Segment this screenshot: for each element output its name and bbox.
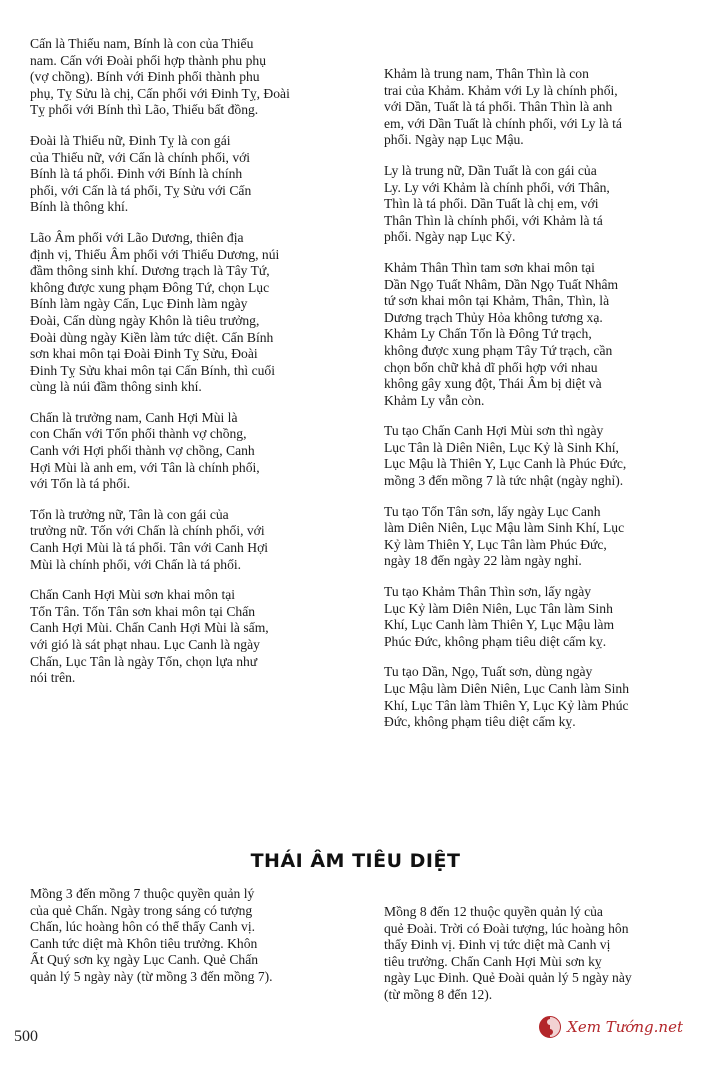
text-line: Chấn, lúc hoàng hôn có thể thấy Canh vị. xyxy=(30,919,256,935)
text-line: định vị, Thiếu Âm phối với Thiếu Dương, núi xyxy=(30,246,280,262)
text-line: Tu tạo Dần, Ngọ, Tuất sơn, dùng ngày xyxy=(384,664,593,680)
text-line: Khảm Ly vẫn còn. xyxy=(384,392,485,408)
text-line: Kỷ làm Thiên Y, Lục Tân làm Phúc Đức, xyxy=(384,536,607,552)
text-line: nói trên. xyxy=(30,670,76,686)
paragraph xyxy=(384,66,690,149)
text-line: Đoài là Thiếu nữ, Đinh Tỵ là con gái xyxy=(30,132,231,148)
paragraph xyxy=(384,504,690,570)
text-line: sơn khai môn tại Đoài Đinh Tỵ Sửu, Đoài xyxy=(30,346,258,362)
text-line: quẻ Đoài. Trời có Đoài tượng, lúc hoàng hôn xyxy=(384,920,629,936)
section-title: THÁI ÂM TIÊU DIỆT xyxy=(250,850,461,872)
paragraph xyxy=(384,664,690,730)
bottom-left-column xyxy=(30,886,336,1000)
text-line: Canh với Hợi phối thành vợ chồng, Canh xyxy=(30,443,255,459)
watermark xyxy=(539,1014,683,1040)
text-line: Canh Hợi Mùi là tá phối. Tân với Canh Hợi xyxy=(30,540,269,556)
text-line: Tốn Tân. Tốn Tân sơn khai môn tại Chấn xyxy=(30,603,256,619)
text-line: phối. Ngày nạp Lục Mậu. xyxy=(384,132,524,148)
text-line: Lục Mậu là Thiên Y, Lục Canh là Phúc Đức, xyxy=(384,456,627,472)
paragraph xyxy=(30,410,336,493)
text-line: Mùi là chính phối, với Chấn là tá phối. xyxy=(30,556,242,572)
left-column xyxy=(30,36,336,701)
text-line: Khảm Thân Thìn tam sơn khai môn tại xyxy=(384,259,595,275)
text-line: Chấn là trưởng nam, Canh Hợi Mùi là xyxy=(30,409,238,425)
text-line: làm Diên Niên, Lục Mậu làm Sinh Khí, Lục xyxy=(384,520,625,536)
text-line: Lão Âm phối với Lão Dương, thiên địa xyxy=(30,229,244,245)
paragraph xyxy=(30,36,336,119)
text-line: Ly. Ly với Khảm là chính phối, với Thân, xyxy=(384,179,610,195)
text-line: (vợ chồng). Bính với Đinh phối thành phu xyxy=(30,69,260,85)
text-line: Thân Thìn là chính phối, với Khảm là tá xyxy=(384,212,603,228)
text-line: Dần Ngọ Tuất Nhâm, Dần Ngọ Tuất Nhâm xyxy=(384,276,619,292)
text-line: Ly là trung nữ, Dần Tuất là con gái của xyxy=(384,162,597,178)
text-line: Đoài, Cấn dùng ngày Khôn là tiêu trưởng, xyxy=(30,312,260,328)
text-line: Tu tạo Tốn Tân sơn, lấy ngày Lục Canh xyxy=(384,503,601,519)
text-line: Khảm là trung nam, Thân Thìn là con xyxy=(384,66,589,81)
text-line: quản lý 5 ngày này (từ mồng 3 đến mồng 7). xyxy=(30,968,273,984)
paragraph xyxy=(30,587,336,687)
text-line: cùng là núi đầm thông sinh khí. xyxy=(30,379,202,395)
text-line: Đoài dùng ngày Kiền làm tức diệt. Cấn Bính xyxy=(30,329,274,345)
text-line: Hợi Mùi là anh em, với Tân là chính phối, xyxy=(30,459,260,475)
text-line: Canh tức diệt mà Khôn tiêu trưởng. Khôn xyxy=(30,935,258,951)
text-line: em, với Dần Tuất là chính phối, với Ly là tá xyxy=(384,115,622,131)
paragraph xyxy=(384,584,690,650)
right-column xyxy=(384,66,690,745)
text-line: của quẻ Chấn. Ngày trong sáng có tượng xyxy=(30,902,253,918)
text-line: Dương trạch Thủy Hỏa không tương xạ. xyxy=(384,309,603,325)
text-line: (từ mồng 8 đến 12). xyxy=(384,986,493,1002)
text-line: mồng 3 đến mồng 7 là tức nhật (ngày nghỉ). xyxy=(384,473,624,489)
text-line: chọn bốn chữ khả dĩ phối hợp với nhau xyxy=(384,359,598,375)
text-line: nam. Cấn với Đoài phối hợp thành phu phụ xyxy=(30,52,267,68)
page-number: 500 xyxy=(14,1028,38,1045)
text-line: Chấn, Lục Tân là ngày Tốn, chọn lựa như xyxy=(30,653,258,669)
text-line: Bính là thông khí. xyxy=(30,199,129,215)
paragraph xyxy=(30,133,336,216)
text-line: với Dần, Tuất là tá phối. Thân Thìn là anh xyxy=(384,99,613,115)
text-line: ngày Lục Đinh. Quẻ Đoài quản lý 5 ngày này xyxy=(384,970,632,986)
text-line: Phúc Đức, không phạm tiêu diệt cấm kỵ. xyxy=(384,633,607,649)
text-line: Lục Tân là Diên Niên, Lục Kỷ là Sinh Khí, xyxy=(384,439,619,455)
text-line: Khí, Lục Canh làm Thiên Y, Lục Mậu làm xyxy=(384,617,615,633)
paragraph xyxy=(30,230,336,396)
text-line: với gió là sát phạt nhau. Lục Canh là ngày xyxy=(30,637,260,652)
text-line: với Tốn là tá phối. xyxy=(30,476,131,492)
text-line: không được xung phạm Đông Tứ, chọn Lục xyxy=(30,279,270,295)
text-line: Đức, không phạm tiêu diệt cấm kỵ. xyxy=(384,714,576,730)
text-line: Tốn là trưởng nữ, Tân là con gái của xyxy=(30,506,229,522)
text-line: không được xung phạm Tây Tứ trạch, cần xyxy=(384,342,613,358)
text-line: Mồng 3 đến mồng 7 thuộc quyền quản lý xyxy=(30,886,255,901)
paragraph xyxy=(30,507,336,573)
text-line: Cấn là Thiếu nam, Bính là con của Thiếu xyxy=(30,36,254,51)
text-line: Khảm Ly Chấn Tốn là Đông Tứ trạch, xyxy=(384,326,592,342)
text-line: Khí, Lục Tân làm Thiên Y, Lục Kỷ làm Phúc xyxy=(384,697,629,713)
paragraph xyxy=(30,886,336,986)
text-line: phối, với Cấn là tá phối, Tỵ Sửu với Cấn xyxy=(30,182,252,198)
text-line: tứ sơn khai môn tại Khảm, Thân, Thìn, là xyxy=(384,293,610,309)
text-line: đầm thông sinh khí. Dương trạch là Tây Tứ, xyxy=(30,263,270,279)
text-line: trai của Khảm. Khảm với Ly là chính phối, xyxy=(384,82,618,98)
text-line: tiêu trưởng. Chấn Canh Hợi Mùi sơn kỵ xyxy=(384,953,602,969)
paragraph xyxy=(384,423,690,489)
text-line: Lục Mậu làm Diên Niên, Lục Canh làm Sinh xyxy=(384,681,630,696)
text-line: Bính là tá phối. Đinh với Bính là chính xyxy=(30,166,243,182)
text-line: Tu tạo Khảm Thân Thìn sơn, lấy ngày xyxy=(384,584,592,600)
text-line: Đinh Tỵ Sửu khai môn tại Cấn Bính, thì cuối xyxy=(30,362,275,378)
text-line: không gây xung đột, Thái Âm bị diệt và xyxy=(384,376,602,392)
paragraph xyxy=(384,904,690,1004)
text-line: trưởng nữ. Tốn với Chấn là chính phối, với xyxy=(30,523,265,539)
text-line: Mồng 8 đến 12 thuộc quyền quản lý của xyxy=(384,904,603,919)
text-line: thấy Đinh vị. Đinh vị tức diệt mà Canh vị xyxy=(384,937,611,953)
text-line: Thìn là tá phối. Dần Tuất là chị em, với xyxy=(384,196,599,212)
text-line: Canh Hợi Mùi. Chấn Canh Hợi Mùi là sấm, xyxy=(30,620,269,636)
text-line: Chấn Canh Hợi Mùi sơn khai môn tại xyxy=(30,587,236,603)
text-line: Lục Kỷ làm Diên Niên, Lục Tân làm Sinh xyxy=(384,600,613,616)
text-line: phụ, Tỵ Sửu là chị, Cấn phối với Đinh Tỵ, Đoài xyxy=(30,85,290,101)
paragraph xyxy=(384,260,690,409)
paragraph xyxy=(384,163,690,246)
text-line: Bính làm ngày Cấn, Lục Đinh làm ngày xyxy=(30,296,248,312)
text-line: Ất Quý sơn kỵ ngày Lục Canh. Quẻ Chấn xyxy=(30,952,259,968)
yin-yang-icon xyxy=(539,1016,561,1038)
watermark-text: Xem Tướng.net xyxy=(567,1018,683,1036)
text-line: phối. Ngày nạp Lục Kỷ. xyxy=(384,229,516,245)
text-line: Tu tạo Chấn Canh Hợi Mùi sơn thì ngày xyxy=(384,423,604,439)
bottom-right-column xyxy=(384,904,690,1018)
text-line: ngày 18 đến ngày 22 làm ngày nghỉ. xyxy=(384,553,582,569)
text-line: con Chấn với Tốn phối thành vợ chồng, xyxy=(30,426,247,442)
text-line: Tỵ phối với Bính thì Lão, Thiếu bất đồng. xyxy=(30,102,259,118)
text-line: của Thiếu nữ, với Cấn là chính phối, với xyxy=(30,149,251,165)
